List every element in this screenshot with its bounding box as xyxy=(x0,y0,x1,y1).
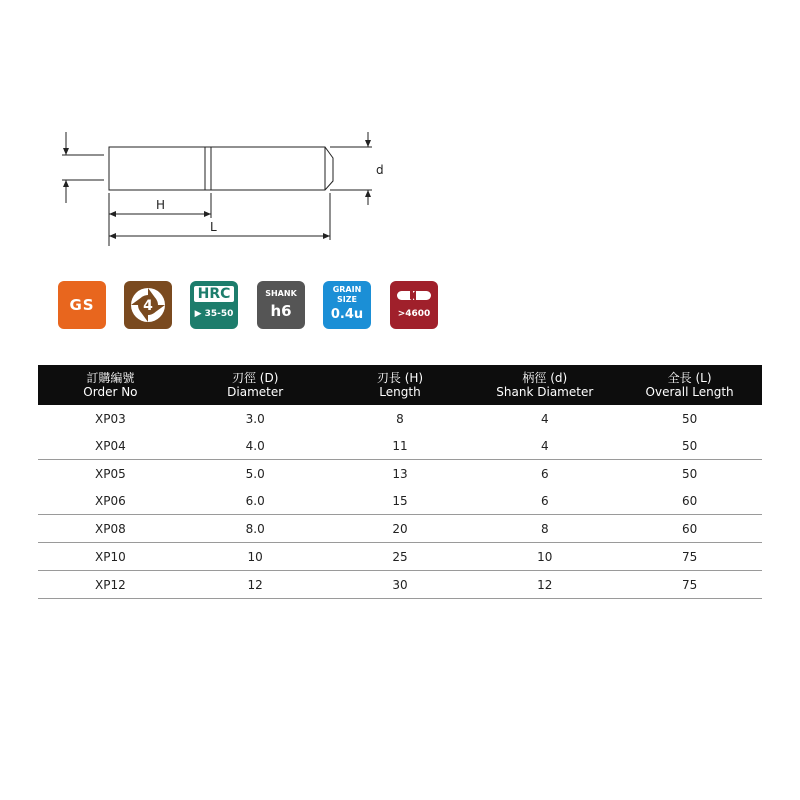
table-row xyxy=(38,487,762,515)
cell-order-no: XP03 xyxy=(95,411,126,426)
cell-order-no: XP08 xyxy=(38,515,183,543)
table-header-row xyxy=(38,365,762,405)
four-flute-icon xyxy=(128,285,168,325)
shank-title: SHANK xyxy=(265,289,297,298)
cell-order-no: XP04 xyxy=(38,432,183,460)
cell-length: 20 xyxy=(328,515,473,543)
cell-order-no: XP12 xyxy=(38,571,183,599)
diameter-arrow-bottom xyxy=(63,180,69,187)
header-zh: 刃長 (H) xyxy=(376,371,424,385)
shank-diameter-label: d xyxy=(376,163,384,177)
cell-diameter: 12 xyxy=(183,571,328,599)
cell-overall-length: 75 xyxy=(617,571,762,599)
grain-title-line2: SIZE xyxy=(336,295,357,304)
header-en: Order No xyxy=(83,385,138,399)
cell-length: 25 xyxy=(328,543,473,571)
cell-shank-diameter: 4 xyxy=(540,411,549,426)
cell-length: 30 xyxy=(328,571,473,599)
cell-diameter: 10 xyxy=(183,543,328,571)
cell-diameter: 5.0 xyxy=(245,466,265,481)
cell-diameter: 8.0 xyxy=(183,515,328,543)
cell-length: 8 xyxy=(396,411,404,426)
cell-shank-diameter: 10 xyxy=(472,543,617,571)
coating-badge xyxy=(390,281,438,329)
table-row xyxy=(38,432,762,460)
grain-title-line1: GRAIN xyxy=(332,285,362,294)
gs-grade-badge xyxy=(58,281,106,329)
hrc-title: HRC xyxy=(194,286,234,302)
header-shank-diameter xyxy=(472,365,617,405)
cell-overall-length: 60 xyxy=(617,515,762,543)
header-en: Diameter xyxy=(227,385,284,399)
table-row xyxy=(38,571,762,599)
table-row xyxy=(38,405,762,432)
header-en: Shank Diameter xyxy=(496,385,594,399)
table-row xyxy=(38,515,762,543)
header-zh: 刃徑 (D) xyxy=(231,371,279,385)
grain-size-badge xyxy=(323,281,371,329)
cell-shank-diameter: 4 xyxy=(472,432,617,460)
tool-body-outline xyxy=(109,147,333,190)
cell-shank-diameter: 6 xyxy=(472,487,617,515)
l-arrow-left xyxy=(109,233,116,239)
cell-diameter: 4.0 xyxy=(183,432,328,460)
coating-value: >4600 xyxy=(397,309,431,319)
header-en: Length xyxy=(379,385,421,399)
header-zh: 柄徑 (d) xyxy=(522,371,568,385)
shank-arrow-bottom xyxy=(365,190,371,197)
cell-overall-length: 50 xyxy=(617,432,762,460)
cell-diameter: 3.0 xyxy=(245,411,265,426)
l-arrow-right xyxy=(323,233,330,239)
header-length xyxy=(328,365,473,405)
header-overall-length xyxy=(617,365,762,405)
flute-count-value: 4 xyxy=(143,298,153,314)
cell-order-no: XP05 xyxy=(95,466,126,481)
cell-shank-diameter: 8 xyxy=(472,515,617,543)
cell-order-no: XP10 xyxy=(38,543,183,571)
tool-dimension-drawing xyxy=(0,0,800,260)
cell-diameter: 6.0 xyxy=(183,487,328,515)
grain-value: 0.4u xyxy=(330,307,364,322)
shank-tolerance-badge xyxy=(257,281,305,329)
overall-length-label: L xyxy=(210,220,217,234)
flute-count-badge xyxy=(124,281,172,329)
cell-overall-length: 75 xyxy=(617,543,762,571)
header-zh: 全長 (L) xyxy=(667,371,712,385)
h-arrow-left xyxy=(109,211,116,217)
cell-overall-length: 50 xyxy=(681,411,698,426)
hardness-badge xyxy=(190,281,238,329)
cell-shank-diameter: 12 xyxy=(472,571,617,599)
cell-length: 11 xyxy=(328,432,473,460)
cell-overall-length: 60 xyxy=(617,487,762,515)
h-arrow-right xyxy=(204,211,211,217)
header-zh: 訂購編號 xyxy=(86,371,135,385)
specification-table xyxy=(38,365,762,599)
cell-length: 13 xyxy=(392,466,408,481)
shank-value: h6 xyxy=(270,302,292,320)
diameter-arrow-top xyxy=(63,148,69,155)
header-en: Overall Length xyxy=(645,385,734,399)
hrc-range: ▶ 35-50 xyxy=(194,309,234,319)
cell-length: 15 xyxy=(328,487,473,515)
gs-label: GS xyxy=(69,296,95,314)
header-order-no xyxy=(38,365,183,405)
cutting-length-label: H xyxy=(156,198,166,212)
cell-shank-diameter: 6 xyxy=(540,466,549,481)
shank-arrow-top xyxy=(365,140,371,147)
table-row xyxy=(38,543,762,571)
coating-tool-icon xyxy=(396,287,432,303)
table-row xyxy=(38,460,762,488)
cell-order-no: XP06 xyxy=(38,487,183,515)
header-diameter xyxy=(183,365,328,405)
cell-overall-length: 50 xyxy=(681,466,698,481)
